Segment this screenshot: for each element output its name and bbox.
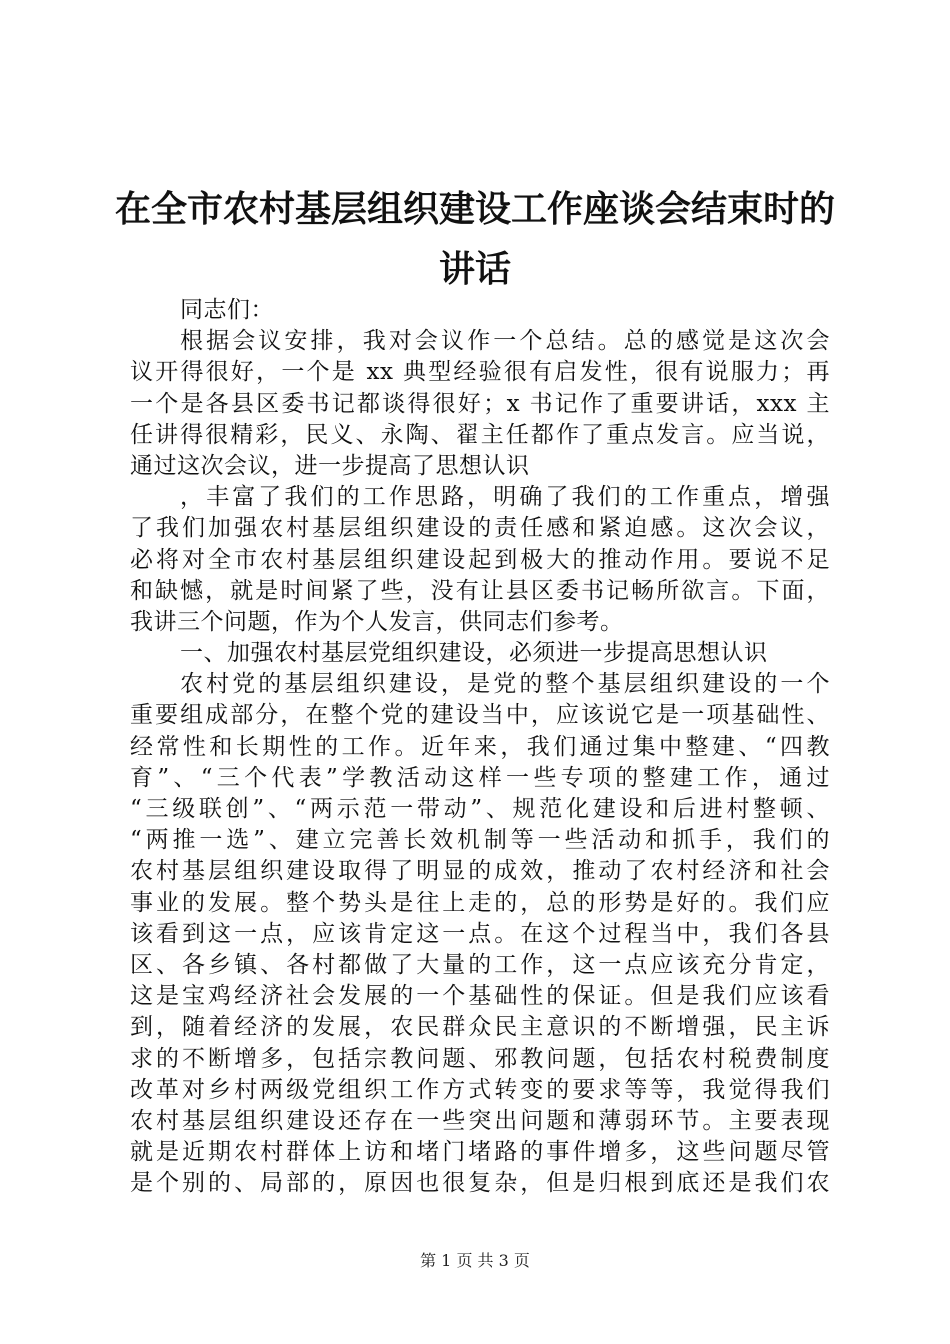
body-line: 就是近期农村群体上访和堵门堵路的事件增多，这些问题尽管 <box>130 1139 830 1166</box>
section-heading: 一、加强农村基层党组织建设，必须进一步提高思想认识 <box>180 640 768 667</box>
body-line: 农村基层组织建设取得了明显的成效，推动了农村经济和社会 <box>130 858 830 885</box>
body-line: 议开得很好，一个是 xx 典型经验很有启发性，很有说服力；再 <box>130 359 830 386</box>
body-line: 我讲三个问题，作为个人发言，供同志们参考。 <box>130 608 624 635</box>
body-line: “三级联创”、“两示范一带动”、规范化建设和后进村整顿、 <box>130 796 830 822</box>
document-title-line-2: 讲话 <box>438 249 511 290</box>
body-line: 到，随着经济的发展，农民群众民主意识的不断增强，民主诉 <box>130 1014 830 1041</box>
body-line: 和缺憾，就是时间紧了些，没有让县区委书记畅所欲言。下面， <box>130 577 830 604</box>
body-line: 育”、“三个代表”学教活动这样一些专项的整建工作，通过 <box>130 764 830 791</box>
body-line: 农村党的基层组织建设，是党的整个基层组织建设的一个 <box>180 671 830 698</box>
body-line: 任讲得很精彩，民义、永陶、翟主任都作了重点发言。应当说， <box>130 421 830 448</box>
body-line: 改革对乡村两级党组织工作方式转变的要求等等，我觉得我们 <box>130 1076 830 1103</box>
body-line: 了我们加强农村基层组织建设的责任感和紧迫感。这次会议， <box>130 515 830 542</box>
page-number-footer: 第 1 页 共 3 页 <box>420 1251 530 1270</box>
document-title-line-1: 在全市农村基层组织建设工作座谈会结束时的 <box>114 189 835 230</box>
body-line: 根据会议安排，我对会议作一个总结。总的感觉是这次会 <box>180 328 830 355</box>
body-line: ，丰富了我们的工作思路，明确了我们的工作重点，增强 <box>180 484 830 511</box>
body-line: “两推一选”、建立完善长效机制等一些活动和抓手，我们的 <box>130 827 830 854</box>
body-line: 必将对全市农村基层组织建设起到极大的推动作用。要说不足 <box>130 546 830 573</box>
body-line: 重要组成部分，在整个党的建设当中，应该说它是一项基础性、 <box>130 702 830 729</box>
body-line: 农村基层组织建设还存在一些突出问题和薄弱环节。主要表现 <box>130 1107 830 1134</box>
body-line: 区、各乡镇、各村都做了大量的工作，这一点应该充分肯定， <box>130 951 830 978</box>
body-line: 该看到这一点，应该肯定这一点。在这个过程当中，我们各县 <box>130 920 830 947</box>
body-line: 通过这次会议，进一步提高了思想认识 <box>130 452 530 479</box>
body-line: 一个是各县区委书记都谈得很好；x 书记作了重要讲话，xxx 主 <box>130 390 830 417</box>
body-line: 经常性和长期性的工作。近年来，我们通过集中整建、“四教 <box>130 733 830 760</box>
body-line: 同志们： <box>180 297 274 323</box>
body-line: 这是宝鸡经济社会发展的一个基础性的保证。但是我们应该看 <box>130 983 830 1010</box>
document-body <box>130 295 830 1199</box>
body-line: 是个别的、局部的，原因也很复杂，但是归根到底还是我们农 <box>130 1170 830 1197</box>
body-line: 事业的发展。整个势头是往上走的，总的形势是好的。我们应 <box>130 889 830 916</box>
body-line: 求的不断增多，包括宗教问题、邪教问题，包括农村税费制度 <box>130 1045 830 1072</box>
